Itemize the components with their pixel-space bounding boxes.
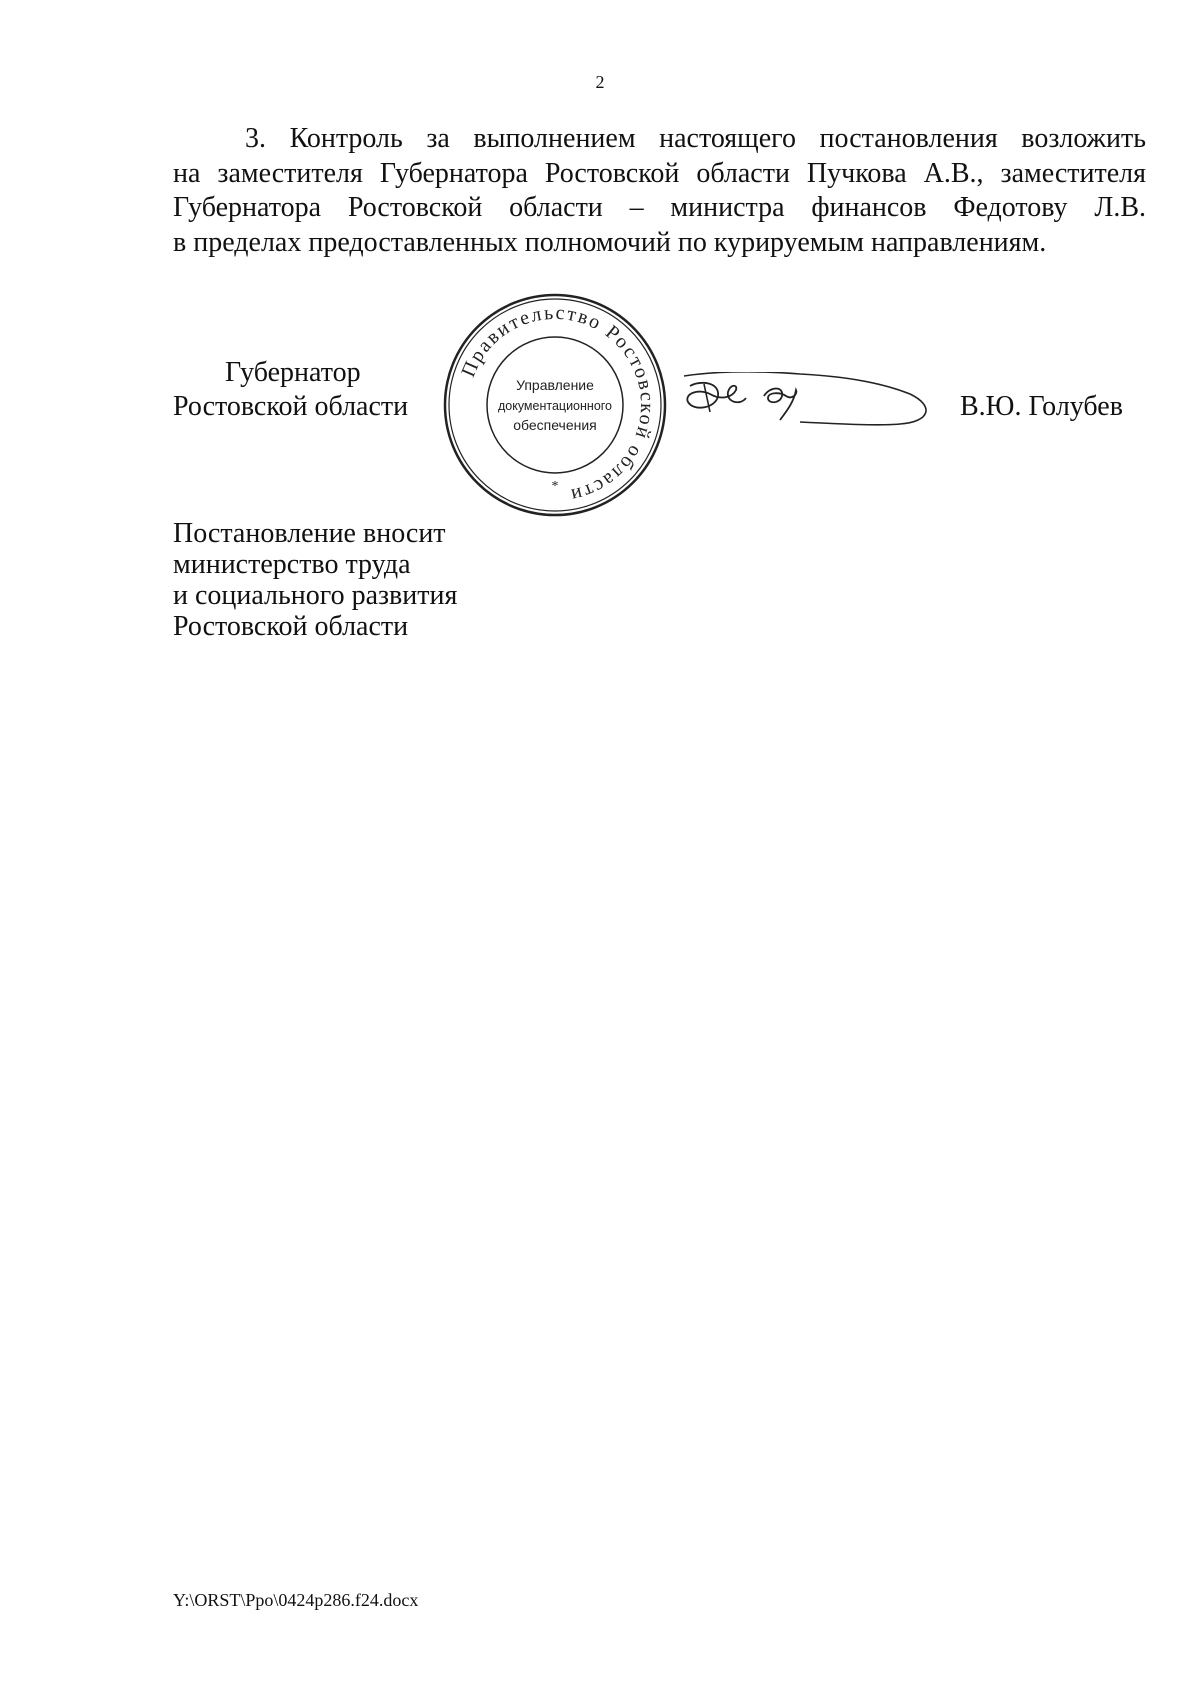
seal-center-line: Управление (516, 377, 594, 393)
seal-star-icon: * (551, 479, 559, 494)
seal-center-line: обеспечения (513, 417, 597, 433)
signatory-name: В.Ю. Голубев (960, 391, 1123, 422)
handwritten-signature (680, 372, 940, 442)
seal-center-line: документационного (497, 399, 613, 413)
file-path: Y:\ORST\Ppo\0424p286.f24.docx (173, 1590, 419, 1610)
submitter-block (173, 518, 457, 642)
paragraph-line: на заместителя Губернатора Ростовской области Пучкова А.В., заместителя (173, 157, 1146, 189)
submitter-line: Постановление вносит (173, 518, 446, 549)
paragraph-line: 3. Контроль за выполнением настоящего постановления возложить (245, 123, 1146, 154)
seal-ring-path: Правительство Ростовской области (457, 301, 659, 507)
submitter-line: министерство труда (173, 549, 411, 580)
signatory-title (173, 356, 408, 424)
page-number: 2 (595, 72, 605, 92)
submitter-line: Ростовской области (173, 611, 409, 642)
official-seal (440, 290, 670, 520)
submitter-line: и социального развития (173, 580, 458, 611)
signatory-title-line: Ростовской области (173, 391, 409, 422)
signatory-title-line: Губернатор (225, 357, 361, 388)
paragraph-line: Губернатора Ростовской области – министра финансов Федотову Л.В. (173, 192, 1146, 223)
paragraph-line: в пределах предоставленных полномочий по курируемым направлениям. (173, 226, 1047, 258)
paragraph-control (173, 122, 1146, 260)
